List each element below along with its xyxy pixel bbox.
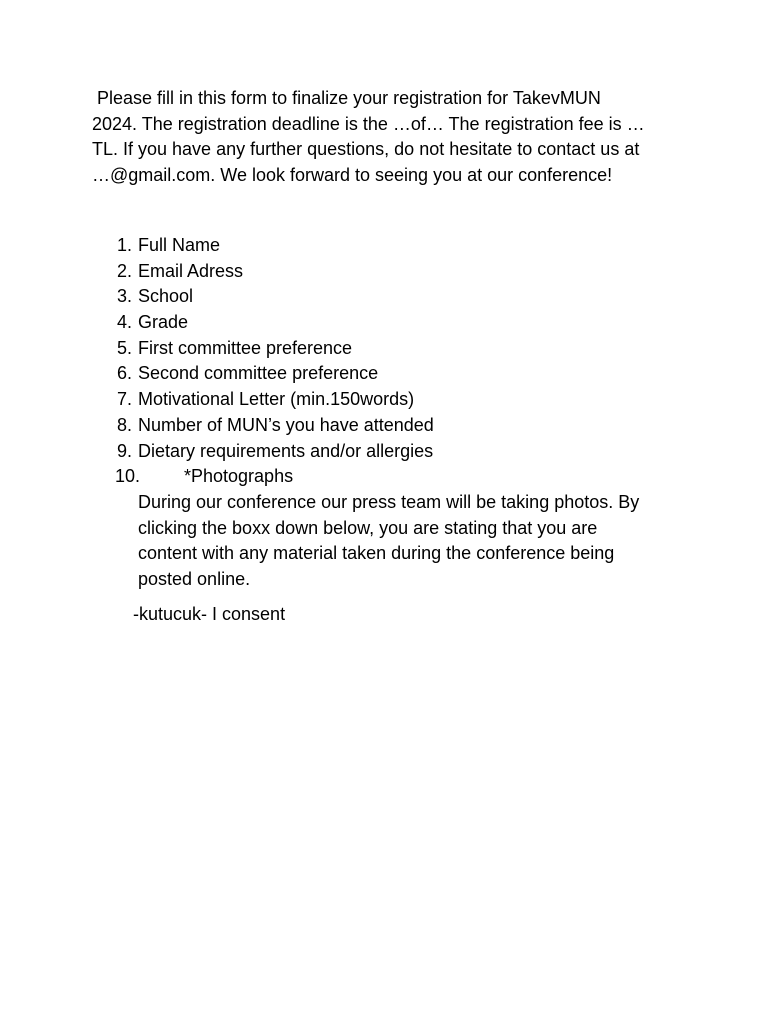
consent-checkbox-label[interactable]: -kutucuk- I consent bbox=[133, 604, 286, 624]
list-number: 1. bbox=[116, 235, 132, 255]
paragraph-line: posted online. bbox=[138, 569, 251, 590]
intro-line: 2024. The registration deadline is the …of… The registration fee is … bbox=[92, 113, 645, 134]
list-item-muns-attended bbox=[92, 413, 692, 439]
list-number: 5. bbox=[116, 337, 132, 358]
paragraph-line: clicking the boxx down below, you are stating that you are bbox=[138, 517, 598, 538]
form-fields-list bbox=[92, 233, 692, 490]
list-item-label: Motivational Letter (min.150words) bbox=[138, 389, 415, 410]
intro-line: …@gmail.com. We look forward to seeing you at our conference! bbox=[92, 165, 613, 186]
list-item-grade bbox=[92, 310, 692, 336]
list-item-first-committee bbox=[92, 336, 692, 362]
intro-line: Please fill in this form to finalize your registration for TakevMUN bbox=[92, 88, 601, 108]
list-item-full-name bbox=[92, 233, 692, 259]
photo-consent-paragraph bbox=[138, 490, 698, 593]
list-number: 10. bbox=[115, 466, 141, 487]
list-number: 3. bbox=[116, 286, 132, 307]
list-item-email bbox=[92, 259, 692, 285]
list-item-label: Grade bbox=[138, 312, 189, 333]
list-number: 4. bbox=[116, 312, 132, 333]
list-number: 7. bbox=[116, 389, 132, 410]
intro-paragraph bbox=[92, 86, 682, 189]
list-item-label: *Photographs bbox=[184, 466, 294, 487]
list-number: 6. bbox=[116, 363, 132, 384]
list-number: 8. bbox=[116, 414, 132, 435]
list-number: 2. bbox=[116, 260, 132, 281]
list-item-label: Full Name bbox=[138, 235, 221, 255]
list-item-dietary bbox=[92, 439, 692, 465]
list-item-label: Email Adress bbox=[138, 260, 244, 281]
intro-line: TL. If you have any further questions, do not hesitate to contact us at bbox=[92, 139, 640, 160]
list-item-photographs bbox=[92, 464, 692, 490]
list-item-label: Second committee preference bbox=[138, 363, 379, 384]
paragraph-line: During our conference our press team will be taking photos. By bbox=[138, 492, 640, 512]
list-number: 9. bbox=[116, 440, 132, 461]
paragraph-line: content with any material taken during the conference being bbox=[138, 543, 615, 564]
list-item-label: First committee preference bbox=[138, 337, 353, 358]
list-item-school bbox=[92, 284, 692, 310]
list-item-label: School bbox=[138, 286, 194, 307]
list-item-label: Dietary requirements and/or allergies bbox=[138, 440, 434, 461]
list-item-label: Number of MUN’s you have attended bbox=[138, 414, 434, 435]
list-item-motivational-letter bbox=[92, 387, 692, 413]
list-item-second-committee bbox=[92, 361, 692, 387]
